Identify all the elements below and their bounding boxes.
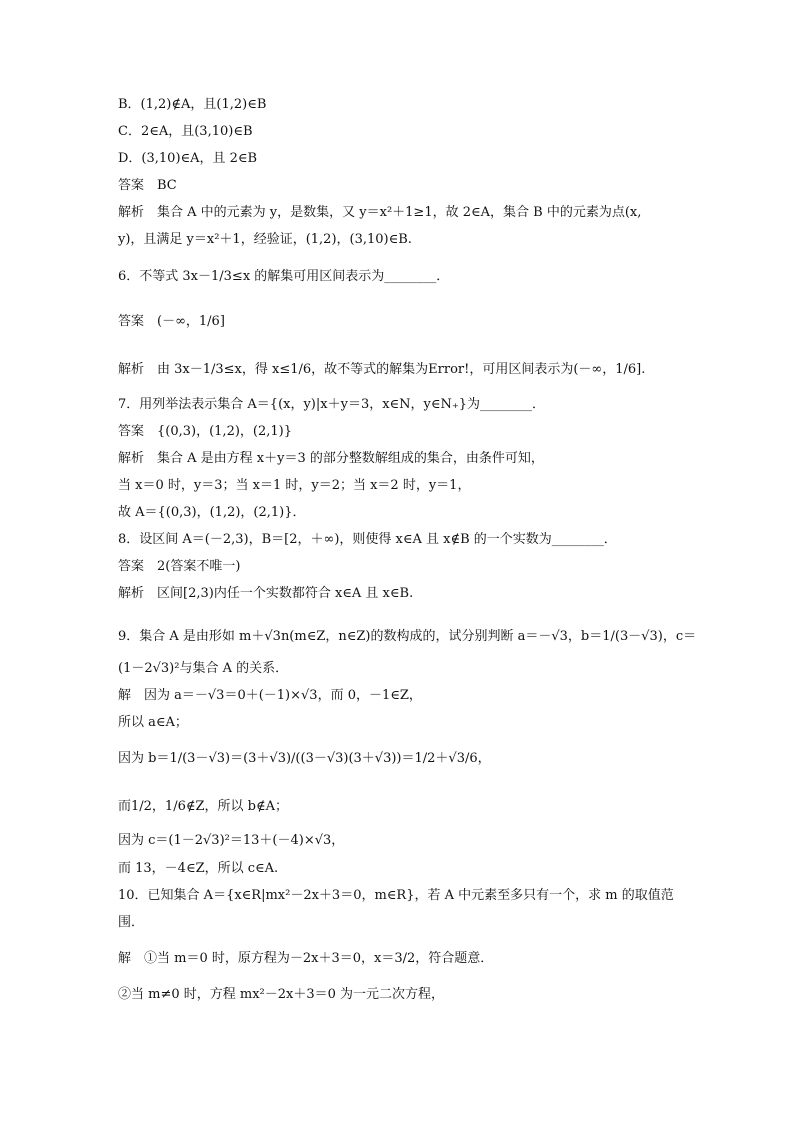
answer-7: 答案 {(0,3)，(1,2)，(2,1)} (118, 424, 292, 439)
analysis-5-line1: 解析 集合 A 中的元素为 y，是数集，又 y＝x²＋1≥1，故 2∈A，集合 B 中的元素为点(x, (118, 205, 642, 220)
analysis-8: 解析 区间[2,3)内任一个实数都符合 x∈A 且 x∈B. (118, 586, 414, 601)
option-d: D．(3,10)∈A，且 2∈B (118, 151, 258, 166)
analysis-7-line2: 当 x＝0 时，y＝3；当 x＝1 时，y＝2；当 x＝2 时，y＝1， (118, 478, 471, 493)
solution-9-line1: 解 因为 a＝－√3＝0＋(－1)×√3，而 0，－1∈Z， (118, 688, 422, 703)
solution-9-line3: 因为 b＝1/(3－√3)＝(3＋√3)/((3－√3)(3＋√3))＝1/2＋√3/6， (118, 751, 491, 766)
analysis-7-line3: 故 A＝{(0,3)，(1,2)，(2,1)}． (118, 505, 306, 520)
question-8: 8．设区间 A＝(－2,3)，B＝[2，＋∞)，则使得 x∈A 且 x∉B 的一个实数为________． (118, 532, 617, 547)
question-9-line1: 9．集合 A 是由形如 m＋√3n(m∈Z，n∈Z)的数构成的，试分别判断 a＝－√3，b＝1/(3－√3)，c＝ (118, 629, 697, 644)
analysis-6: 解析 由 3x－1/3≤x，得 x≤1/6，故不等式的解集为Error!，可用区间表示为(－∞，1/6]. (118, 362, 646, 377)
analysis-7-line1: 解析 集合 A 是由方程 x＋y＝3 的部分整数解组成的集合，由条件可知， (118, 451, 544, 466)
option-c: C．2∈A，且(3,10)∈B (118, 124, 253, 139)
question-10-line2: 围． (118, 915, 145, 930)
solution-10-line1: 解 ①当 m＝0 时，原方程为－2x＋3＝0，x＝3/2，符合题意． (118, 951, 494, 966)
question-9-line2: (1－2√3)²与集合 A 的关系． (118, 661, 289, 676)
answer-8: 答案 2(答案不唯一) (118, 559, 241, 574)
answer-5: 答案 BC (118, 178, 177, 193)
question-7: 7．用列举法表示集合 A＝{(x，y)|x＋y＝3，x∈N，y∈N₊}为________． (118, 397, 546, 412)
option-b: B．(1,2)∉A，且(1,2)∈B (118, 97, 267, 112)
question-6: 6．不等式 3x－1/3≤x 的解集可用区间表示为________． (118, 269, 450, 284)
answer-6: 答案 (－∞，1/6] (118, 314, 225, 329)
solution-10-line2: ②当 m≠0 时，方程 mx²－2x＋3＝0 为一元二次方程， (118, 987, 445, 1002)
solution-9-line6: 而 13，－4∈Z，所以 c∈A. (118, 861, 279, 876)
solution-9-line5: 因为 c＝(1－2√3)²＝13＋(－4)×√3， (118, 833, 345, 848)
solution-9-line4: 而1/2，1/6∉Z，所以 b∉A； (118, 799, 288, 814)
solution-9-line2: 所以 a∈A； (118, 715, 188, 730)
analysis-5-line2: y)，且满足 y＝x²＋1，经验证，(1,2)，(3,10)∈B. (118, 232, 412, 247)
question-10-line1: 10．已知集合 A＝{x∈R|mx²－2x＋3＝0，m∈R}，若 A 中元素至多只有一个，求 m 的取值范 (118, 888, 674, 903)
